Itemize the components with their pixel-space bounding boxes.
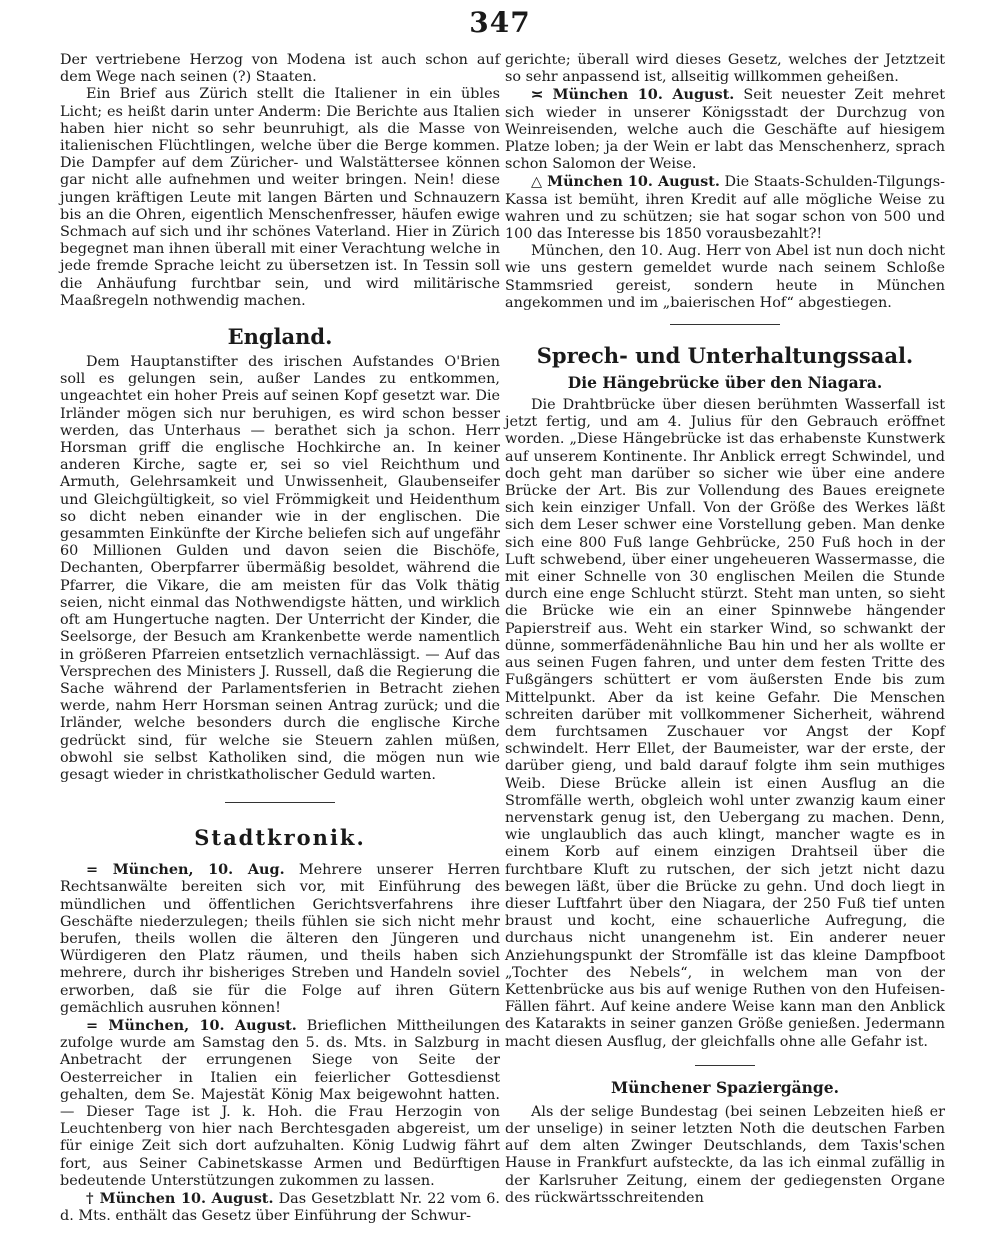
- right-column: [505, 52, 945, 1207]
- news-item-abel: München, den 10. Aug. Herr von Abel ist nun doch nicht wie uns gestern gemeldet wurde nach seinem Schloße Stammsried gereist, sondern heute in München angekommen und im „baierischen Hof“ abgestiegen.: [505, 243, 945, 311]
- section-heading-england: England.: [227, 324, 333, 350]
- news-item-staatsschulden: [505, 173, 945, 243]
- dateline: † München 10. August.: [86, 1189, 274, 1207]
- paragraph-england: Dem Hauptanstifter des irischen Aufstandes O'Brien soll es gelungen sein, außer Landes zu entkommen, ungeachtet ein hoher Preis auf seinen Kopf gesetzt war. Die Irländer mögen sich nur beruhigen, es wird schon besser werden, das Unterhaus — berathet sich ja schon. Herr Horsman griff die englische Hochkirche an. In keiner anderen Kirche, sagte er, sei so viel Reichthum und Armuth, Gelehrsamkeit und Unwissenheit, Glaubenseifer und Gleichgültigkeit, so viel Frömmigkeit und Heidenthum so dicht neben einander wie in der englischen. Die gesammten Einkünfte der Kirche beliefen sich auf ungefähr 60 Millionen Gulden und davon seien die Bischöfe, Dechanten, Oberpfarrer übermäßig besoldet, während die Pfarrer, die Vikare, die am meisten für das Volk thätig seien, nicht einmal das Nothwendigste hätten, und wirklich oft am Hungertuche nagten. Der Unterricht der Kinder, die Seelsorge, der Besuch am Krankenbette werde namentlich in größeren Pfarreien entsetzlich vernachlässigt. — Auf das Versprechen des Ministers J. Russell, daß die Regierung die Sache während der Parlamentsferien in Betracht ziehen werde, nahm Herr Horsman seinen Antrag zurück; und die Irländer, welche besonders durch die englische Kirche gedrückt sind, für welche sie Steuern zahlen müßen, obwohl sie selbst Katholiken sind, die mögen nun wie gesagt wieder in christkatholischer Geduld warten.: [60, 354, 500, 783]
- section-heading-sprechsaal: Sprech- und Unterhaltungssaal.: [536, 343, 914, 369]
- article-title-spaziergaenge: Münchener Spaziergänge.: [611, 1077, 839, 1097]
- news-item-body: Das Gesetzblatt Nr. 22 vom 6. d. Mts. enthält das Gesetz über Einführung der Schwur-: [60, 1190, 500, 1225]
- paragraph-bundestag: Als der selige Bundestag (bei seinen Lebzeiten hieß er der unselige) in seiner letzten Noth die deutschen Farben auf dem alten Zwinger Deutschlands, dem Taxis'schen Hause in Frankfurt aufsteckte, da las ich einmal zufällig in der Karlsruher Zeitung, einem der gediegensten Organe des rückwärtsschreitenden: [505, 1103, 945, 1206]
- paragraph-zurich-letter: Ein Brief aus Zürich stellt die Italiener in ein übles Licht; es heißt darin unter Anderm: Die Berichte aus Italien haben hier nicht so sehr beunruhigt, als die Masse von italienischen Flüchtlingen, welche über die Berge kommen. Die Dampfer auf dem Züricher- und Walstättersee können gar nicht alle aufnehmen und weiter bringen. Nein! diese jungen kräftigen Leute mit langen Bärten und Schnauzern bis an die Ohren, eigentlich Menschenfresser, häufen ewige Schmach auf sich und ihr schönes Vaterland. Hier in Zürich begegnet man ihnen überall mit einer Verachtung welche in jede fremde Sprache leicht zu übersetzen ist. In Tessin soll die Anhäufung furchtbar sein, und wird militärische Maaßregeln nothwendig machen.: [60, 86, 500, 309]
- dateline: = München, 10. August.: [86, 1016, 297, 1034]
- news-item-weinreisende: [505, 86, 945, 173]
- article-title-niagara: Die Hängebrücke über den Niagara.: [567, 373, 883, 393]
- news-item-body: Seit neuester Zeit mehret sich wieder in unserer Königsstadt der Durchzug von Weinreisenden, welche auch die Geschäfte auf hiesigem Platze loben; ja der Wein er labt das Menschenherz, sprach schon Salomon der Weise.: [505, 87, 946, 173]
- paragraph-modena: Der vertriebene Herzog von Modena ist auch schon auf dem Wege nach seinen (?) Staaten.: [60, 52, 500, 86]
- news-item-body: Die Staats-Schulden-Tilgungs-Kassa ist bemüht, ihren Kredit auf alle mögliche Weise zu wahren und zu schützen; sie hat sogar schon von 500 und 100 das Interesse bis 1850 vorausbezahlt?!: [505, 174, 945, 243]
- paragraph-niagara-bridge: Die Drahtbrücke über diesen berühmten Wasserfall ist jetzt fertig, und am 4. Julius für den Gebrauch eröffnet worden. „Diese Hängebrücke ist das erhabenste Kunstwerk auf unserem Kontinente. Ihr Anblick erregt Schwindel, und doch geht man darüber so sicher wie über eine andere Brücke der Art. Bis zur Vollendung des Baues ereignete sich kein einziger Unfall. Von der Größe des Werkes läßt sich dem Leser schwer eine Vorstellung geben. Man denke sich eine 800 Fuß lange Gehbrücke, 250 Fuß hoch in der Luft schwebend, über einer ungeheueren Wassermasse, die mit einer Schnelle von 30 englischen Meilen die Stunde durch eine enge Schlucht stürzt. Steht man unten, so sieht die Brücke wie ein an einer Spinnwebe hängender Papierstreif aus. Weht ein starker Wind, so schwankt der dünne, sommerfädenähnliche Bau hin und her als wollte er aus seinen Fugen fahren, und unter dem festen Tritte des Fußgängers schüttert er vom äußersten Ende bis zum Mittelpunkt. Aber da ist keine Gefahr. Die Menschen schreiten darüber mit vollkommener Sicherheit, während dem furchtsamen Zuschauer vor Angst der Kopf schwindelt. Herr Ellet, der Baumeister, war der erste, der darüber gieng, und bald darauf folgte ihm sein muthiges Weib. Diese Brücke allein ist einen Ausflug an die Stromfälle werth, obgleich wohl unter zwanzig kaum einer nervenstark genug ist, den Uebergang zu machen. Denn, wie unglaublich das auch klingt, mancher wagte es in einem Korb auf einem einzigen Drahtseil über die furchtbare Kluft zu rutschen, der sich jetzt nicht dazu bewegen läßt, über die Brücke zu gehn. Und doch liegt in dieser Luftfahrt über den Niagara, der 250 Fuß tief unten braust und kocht, eine schauerliche Aufregung, die durchaus nicht unangenehm ist. Ein anderer neuer Anziehungspunkt der Stromfälle ist das kleine Dampfboot „Tochter des Nebels“, in welchem man von der Kettenbrücke aus bis auf wenige Ruthen von den Hufeisen-Fällen fährt. Auf keine andere Weise kann man den Anblick des Katarakts in seiner ganzen Größe genießen. Jedermann macht diesen Ausflug, der gleichfalls ohne alle Gefahr ist.: [505, 397, 945, 1050]
- section-heading-stadtkronik: Stadtkronik.: [194, 825, 366, 851]
- dateline: △ München 10. August.: [531, 173, 720, 191]
- news-item-gesetzblatt: [60, 1190, 500, 1225]
- news-item-body: Brieflichen Mittheilungen zufolge wurde am Samstag den 5. ds. Mts. in Salzburg in Anbetracht der errungenen Siege von Seite der Oesterreicher in Italien ein feierlicher Gottesdienst gehalten, dem Se. Majestät König Max beigewohnt hatten. — Dieser Tage ist J. k. Hoh. die Frau Herzogin von Leuchtenberg von hier nach Berchtesgaden abgereist, um für einige Zeit sich dort aufzuhalten. König Ludwig fährt fort, aus Seiner Cabinetskasse Armen und Bedürftigen bedeutende Unterstützungen zukommen zu lassen.: [60, 1017, 501, 1189]
- news-item-body: Mehrere unserer Herren Rechtsanwälte bereiten sich vor, mit Einführung des mündlichen und öffentlichen Gerichtsverfahrens ihre Geschäfte niederzulegen; theils fühlen sie sich nicht mehr berufen, theils wollen die älteren den Jüngeren und Würdigeren den Platz räumen, und theils haben sich mehrere, durch ihr bisheriges Streben und Handeln soviel erworben, daß sie für die Folge auf ihren Gütern gemächlich ausruhen können!: [60, 862, 500, 1016]
- paragraph-schwurgerichte-continued: gerichte; überall wird dieses Gesetz, welches der Jetztzeit so sehr anpassend ist, allseitig willkommen geheißen.: [505, 52, 945, 86]
- news-item-rechtsanwaelte: [60, 861, 500, 1017]
- dateline: ≍ München 10. August.: [531, 86, 735, 104]
- dateline: = München, 10. Aug.: [86, 861, 285, 879]
- news-item-salzburg: [60, 1017, 500, 1190]
- page-number: 347: [469, 6, 531, 39]
- left-column: [60, 52, 500, 1225]
